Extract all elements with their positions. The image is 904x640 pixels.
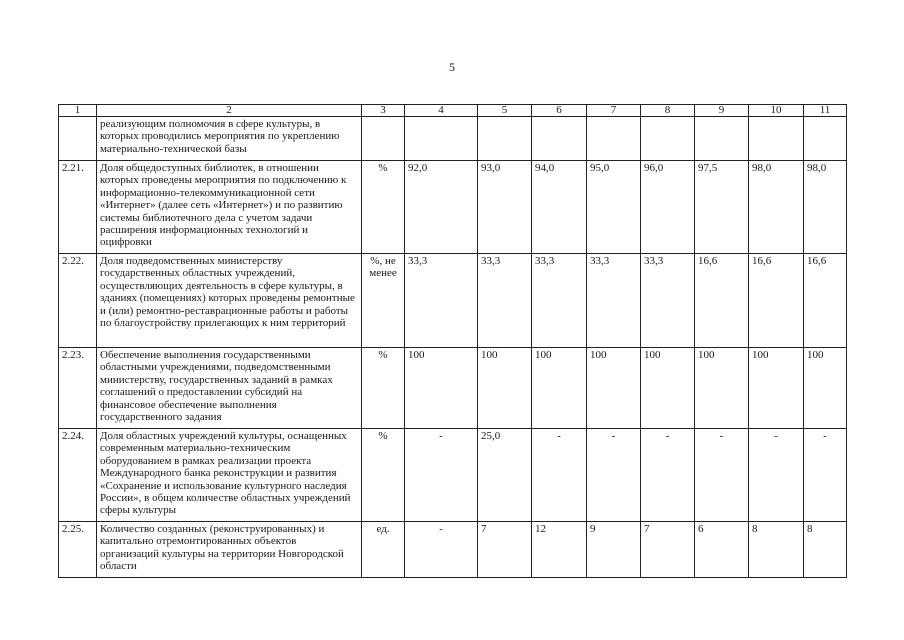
indicator-value: 6: [695, 522, 749, 578]
column-header: 6: [532, 105, 587, 117]
row-number: 2.22.: [59, 254, 97, 348]
column-header: 11: [804, 105, 847, 117]
column-header: 10: [749, 105, 804, 117]
indicator-name: Обеспечение выполнения государственными областными учреждениями, подведомственными министерству, государственных заданий в рамках соглашений о предоставлении субсидий на финансовое обеспечение выполнения государственного задания: [97, 348, 362, 429]
indicator-value: 33,3: [478, 254, 532, 348]
column-header: 5: [478, 105, 532, 117]
column-header: 1: [59, 105, 97, 117]
indicator-value: 100: [532, 348, 587, 429]
indicator-value: [532, 117, 587, 161]
column-header: 2: [97, 105, 362, 117]
indicator-name: Доля областных учреждений культуры, оснащенных современным материально-техническим оборудованием в рамках реализации проекта Международного банка реконструкции и развития «Сохранение и использование культурного наследия России», в общем количестве областных учреждений сферы культуры: [97, 429, 362, 522]
indicator-value: -: [405, 429, 478, 522]
indicator-value: 16,6: [804, 254, 847, 348]
page-number: 5: [449, 60, 455, 74]
indicator-value: 16,6: [749, 254, 804, 348]
indicator-value: -: [587, 429, 641, 522]
indicator-value: 100: [804, 348, 847, 429]
indicator-value: [587, 117, 641, 161]
indicator-value: 7: [478, 522, 532, 578]
table-row: [59, 522, 847, 578]
indicator-value: [478, 117, 532, 161]
indicator-value: 7: [641, 522, 695, 578]
indicator-value: 16,6: [695, 254, 749, 348]
indicator-value: [804, 117, 847, 161]
table-row: [59, 254, 847, 348]
indicator-name: реализующим полномочия в сфере культуры, в которых проводились мероприятия по укреплению материально-технической базы: [97, 117, 362, 161]
indicator-value: 100: [749, 348, 804, 429]
indicator-value: 33,3: [405, 254, 478, 348]
table-row: [59, 348, 847, 429]
row-number: 2.25.: [59, 522, 97, 578]
indicator-name: Доля подведомственных министерству государственных областных учреждений, осуществляющих деятельность в сфере культуры, в зданиях (помещениях) которых проведены ремонтные и (или) ремонтно-реставрационные работы и работы по благоустройству прилегающих к ним территорий: [97, 254, 362, 348]
column-header: 4: [405, 105, 478, 117]
indicator-value: 100: [478, 348, 532, 429]
indicator-value: [405, 117, 478, 161]
table-header-row: [59, 105, 847, 117]
column-header: 7: [587, 105, 641, 117]
row-number: 2.21.: [59, 161, 97, 254]
indicator-name: Количество созданных (реконструированных) и капитально отремонтированных объектов организаций культуры на территории Новгородской области: [97, 522, 362, 578]
indicator-value: 8: [749, 522, 804, 578]
indicator-value: 100: [695, 348, 749, 429]
indicator-value: 98,0: [804, 161, 847, 254]
indicator-value: 8: [804, 522, 847, 578]
table-row: [59, 429, 847, 522]
column-header: 8: [641, 105, 695, 117]
unit-of-measure: %, не менее: [362, 254, 405, 348]
indicator-value: 25,0: [478, 429, 532, 522]
column-header: 3: [362, 105, 405, 117]
unit-of-measure: %: [362, 429, 405, 522]
indicator-value: 100: [587, 348, 641, 429]
indicator-value: 12: [532, 522, 587, 578]
indicator-value: -: [641, 429, 695, 522]
indicator-value: [695, 117, 749, 161]
unit-of-measure: ед.: [362, 522, 405, 578]
row-number: 2.24.: [59, 429, 97, 522]
indicator-value: 95,0: [587, 161, 641, 254]
indicator-value: 33,3: [641, 254, 695, 348]
indicator-value: -: [749, 429, 804, 522]
indicator-value: 92,0: [405, 161, 478, 254]
indicator-value: 100: [405, 348, 478, 429]
row-number: 2.23.: [59, 348, 97, 429]
indicators-table: [58, 104, 847, 578]
indicator-value: 94,0: [532, 161, 587, 254]
indicator-value: -: [804, 429, 847, 522]
indicator-value: [641, 117, 695, 161]
indicator-value: 96,0: [641, 161, 695, 254]
row-number: [59, 117, 97, 161]
indicator-value: 33,3: [587, 254, 641, 348]
indicator-value: 97,5: [695, 161, 749, 254]
indicator-name: Доля общедоступных библиотек, в отношении которых проведены мероприятия по подключению к информационно-телекоммуникационной сети «Интернет» (далее сеть «Интернет») и по развитию системы библиотечного дела с учетом задачи расширения информационных технологий и оцифровки: [97, 161, 362, 254]
indicator-value: 33,3: [532, 254, 587, 348]
indicator-value: 9: [587, 522, 641, 578]
unit-of-measure: %: [362, 348, 405, 429]
unit-of-measure: %: [362, 161, 405, 254]
indicator-value: [749, 117, 804, 161]
indicator-value: 98,0: [749, 161, 804, 254]
unit-of-measure: [362, 117, 405, 161]
table-row: [59, 161, 847, 254]
indicator-value: 93,0: [478, 161, 532, 254]
table-row: [59, 117, 847, 161]
column-header: 9: [695, 105, 749, 117]
indicator-value: -: [532, 429, 587, 522]
indicator-value: -: [405, 522, 478, 578]
indicator-value: -: [695, 429, 749, 522]
indicator-value: 100: [641, 348, 695, 429]
